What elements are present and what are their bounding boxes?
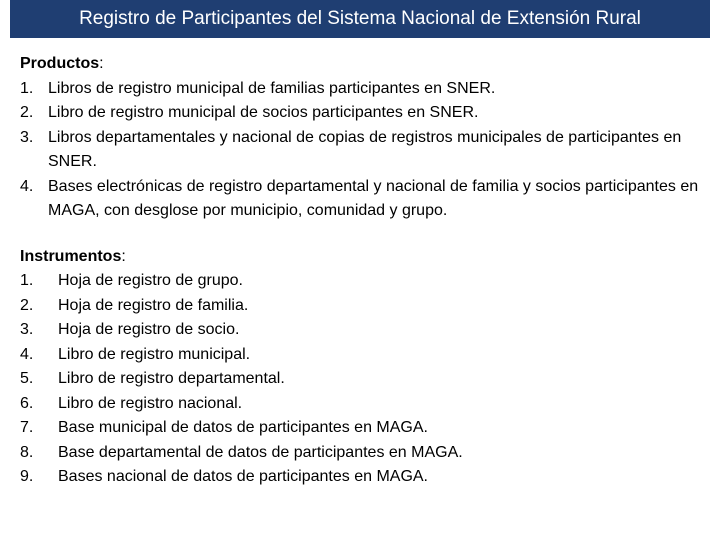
list-item	[20, 416, 710, 441]
list-item	[20, 175, 710, 224]
instruments-heading	[20, 245, 710, 270]
list-item	[20, 77, 710, 102]
item-text: Libros de registro municipal de familias participantes en SNER.	[48, 79, 496, 97]
products-heading-colon: :	[99, 55, 104, 72]
list-item	[20, 367, 710, 392]
item-number: 3.	[20, 321, 34, 338]
item-number: 4.	[20, 345, 34, 363]
item-number: 1.	[20, 79, 34, 97]
title-banner	[10, 0, 710, 38]
instruments-section	[20, 245, 710, 490]
item-number: 1.	[20, 272, 34, 289]
list-item	[20, 392, 710, 417]
item-text: Base municipal de datos de participantes en MAGA.	[58, 419, 428, 436]
item-text: Libro de registro nacional.	[58, 394, 243, 412]
item-number: 3.	[20, 128, 34, 146]
instruments-heading-colon: :	[121, 247, 126, 265]
list-item	[20, 269, 710, 294]
products-heading	[20, 52, 710, 77]
item-text: Hoja de registro de grupo.	[58, 272, 243, 289]
list-item	[20, 441, 710, 466]
item-number: 9.	[20, 468, 34, 485]
item-number: 4.	[20, 177, 34, 195]
item-text: Bases nacional de datos de participantes en MAGA.	[58, 468, 428, 485]
item-number: 2.	[20, 296, 34, 314]
item-text: Hoja de registro de socio.	[58, 321, 240, 338]
list-item	[20, 101, 710, 126]
item-number: 2.	[20, 104, 34, 121]
item-text: Hoja de registro de familia.	[58, 296, 249, 314]
item-number: 6.	[20, 394, 34, 412]
item-text: Libro de registro municipal.	[58, 345, 251, 363]
list-item	[20, 318, 710, 343]
item-number: 8.	[20, 443, 34, 461]
item-text: Base departamental de datos de participantes en MAGA.	[58, 443, 463, 461]
page-title: Registro de Participantes del Sistema Nacional de Extensión Rural	[79, 8, 641, 29]
item-number: 7.	[20, 419, 34, 436]
item-text: Bases electrónicas de registro departamental y nacional de familia y socios participantes en MAGA, con desglose por municipio, comunidad y grupo.	[48, 177, 699, 219]
item-text: Libro de registro municipal de socios participantes en SNER.	[48, 104, 479, 121]
products-heading-label: Productos	[20, 55, 100, 72]
list-item	[20, 465, 710, 490]
slide-content	[20, 52, 710, 490]
list-item	[20, 126, 710, 175]
item-number: 5.	[20, 370, 34, 387]
item-text: Libro de registro departamental.	[58, 370, 285, 387]
list-item	[20, 294, 710, 319]
instruments-heading-label: Instrumentos	[20, 247, 122, 265]
products-section	[20, 52, 710, 224]
item-text: Libros departamentales y nacional de copias de registros municipales de participantes en SNER.	[48, 128, 682, 170]
list-item	[20, 343, 710, 368]
